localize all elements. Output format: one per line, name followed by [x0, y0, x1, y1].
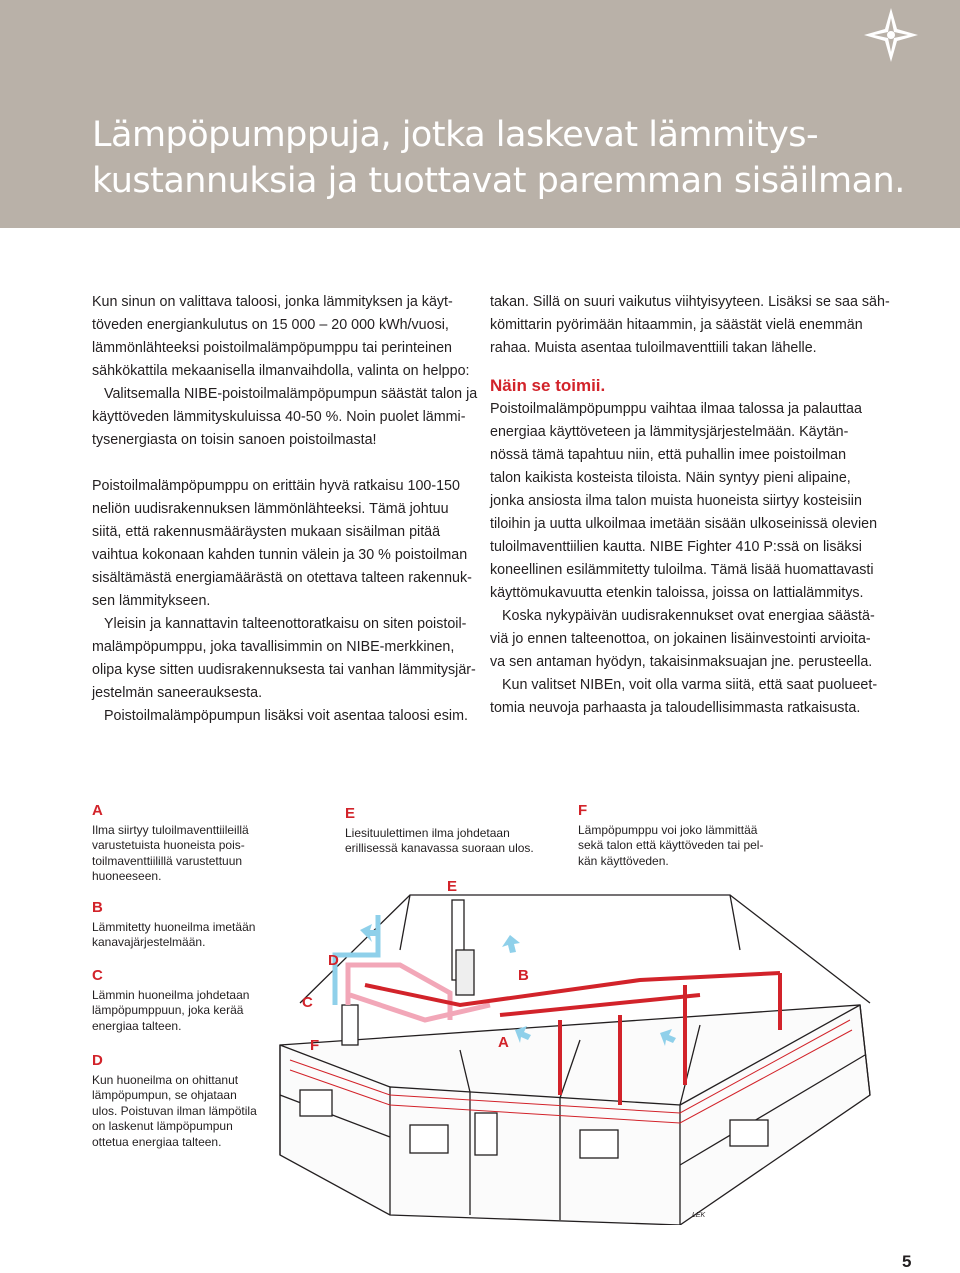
legend-letter: A [92, 802, 103, 819]
legend-letter: C [92, 967, 103, 984]
title-line-1: Lämpöpumppuja, jotka laskevat lämmitys- [92, 115, 819, 155]
heat-pump-unit [342, 1005, 358, 1045]
fireplace [456, 950, 474, 995]
floor-outline [280, 1005, 870, 1225]
paragraph-fireplace: takan. Sillä on suuri vaikutus viihtyisyyteen. Lisäksi se saa säh- kömittarin pyörimään hitaammin, ja säästät vielä enemmän rahaa. Muista asentaa tuloilmaventtiili takan lähelle. [490, 294, 890, 356]
page-number: 5 [902, 1252, 912, 1271]
window [730, 1120, 768, 1146]
header-banner [0, 0, 960, 228]
illustration-label-c: C [302, 994, 313, 1011]
paragraph-common: Yleisin ja kannattavin talteenottoratkaisu on siten poistoil- malämpöpumppu, joka tavallisimmin on NIBE-merkkinen, olipa kyse sitten uudisrakennuksesta tai vanhan lämmitysjär- jestelmän saneerauksesta. [92, 616, 476, 701]
legend-text: Kun huoneilma on ohittanut lämpöpumpun, se ohjataan ulos. Poistuvan ilman lämpötila on laskenut lämpöpumpun ottetua energiaa talteen. [92, 1072, 257, 1149]
paragraph-investment: Koska nykypäivän uudisrakennukset ovat energiaa säästä- viä jo ennen talteenottoa, on jokainen lisäinvestointi arvioita- va sen antaman hyödyn, takaisinmaksuajan jne. perusteella. [490, 608, 875, 670]
legend-letter: F [578, 802, 588, 819]
illustration-label-f: F [310, 1037, 320, 1054]
legend-e [345, 806, 565, 857]
nibe-star-logo [862, 6, 920, 64]
legend-letter: E [345, 805, 356, 822]
paragraph-addition: Poistoilmalämpöpumpun lisäksi voit asentaa taloosi esim. [104, 708, 468, 724]
legend-text: Lämmin huoneilma johdetaan lämpöpumppuun, joka kerää energiaa talteen. [92, 987, 250, 1033]
legend-letter: B [92, 899, 103, 916]
paragraph-savings: Valitsemalla NIBE-poistoilmalämpöpumpun säästät talon ja käyttöveden lämmityskuluissa 40-50 %. Noin puolet lämmi- tysenergiasta on toisin sanoen poistoilmasta! [92, 386, 478, 448]
front-door [475, 1113, 497, 1155]
window [580, 1130, 618, 1158]
left-column [92, 291, 482, 728]
legend-text: Ilma siirtyy tuloilmaventtiileillä varustetuista huoneista pois- toilmaventtiilillä varustettuun huoneeseen. [92, 822, 249, 883]
house-ventilation-illustration [260, 855, 890, 1225]
paragraph-choose-nibe: Kun valitset NIBEn, voit olla varma siitä, että saat puolueet- tomia neuvoja parhaasta ja taloudellisimmasta ratkaisusta. [490, 677, 878, 716]
legend-text: Lämpöpumppu voi joko lämmittää sekä talon että käyttöveden tai pel- kän käyttöveden. [578, 822, 764, 868]
legend-text: Lämmitetty huoneilma imetään kanavajärjestelmään. [92, 919, 256, 949]
page-title [92, 112, 912, 204]
legend-text: Liesituulettimen ilma johdetaan erillisessä kanavassa suoraan ulos. [345, 825, 534, 855]
illustration-label-a: A [498, 1034, 509, 1051]
section-heading: Näin se toimii. [490, 376, 606, 395]
window [300, 1090, 332, 1116]
paragraph-solution: Poistoilmalämpöpumppu on erittäin hyvä ratkaisu 100-150 neliön uudisrakennuksen lämmönlähteeksi. Tämä johtuu siitä, että rakennusmääräysten mukaan sisäilman pitää vaihtua kokonaan kahden tunnin välein ja 30 % poistoilman sisältämästä energiamäärästä on otettava talteen rakennuk- sen lämmitykseen. [92, 478, 472, 609]
illustrator-signature: LEK [692, 1212, 706, 1219]
illustration-label-d: D [328, 952, 339, 969]
legend-letter: D [92, 1052, 103, 1069]
right-column [490, 291, 890, 720]
paragraph-intro: Kun sinun on valittava taloosi, jonka lämmityksen ja käyt- töveden energiankulutus on 15 000 – 20 000 kWh/vuosi, lämmönlähteeksi poistoilmalämpöpumppu tai perinteinen sähkökattila mekaanisella ilmanvaihdolla, valinta on helppo: [92, 294, 470, 379]
title-line-2: kustannuksia ja tuottavat paremman sisäilman. [92, 161, 905, 201]
outdoor-air-ducts [335, 915, 378, 1005]
paragraph-how-it-works: Poistoilmalämpöpumppu vaihtaa ilmaa talossa ja palauttaa energiaa käyttöveteen ja lämmitysjärjestelmään. Käytän- nössä tämä tapahtuu niin, että puhallin imee poistoilman talon kaikista kosteista tiloista. Näin syntyy pieni alipaine, jonka ansiosta ilma talon muista huoneista siirtyy kosteisiin tiloihin ja uutta ulkoilmaa imetään sisään ulkoseinissä olevien tuloilmaventtiilien kautta. NIBE Fighter 410 P:ssä on lisäksi koneellinen esilämmitetty tuloilma. Tämä lisää huomattavasti käyttömukavuutta etenkin taloissa, joissa on lattialämmitys. [490, 401, 878, 601]
illustration-label-e: E [447, 878, 458, 895]
illustration-label-b: B [518, 967, 529, 984]
window [410, 1125, 448, 1153]
